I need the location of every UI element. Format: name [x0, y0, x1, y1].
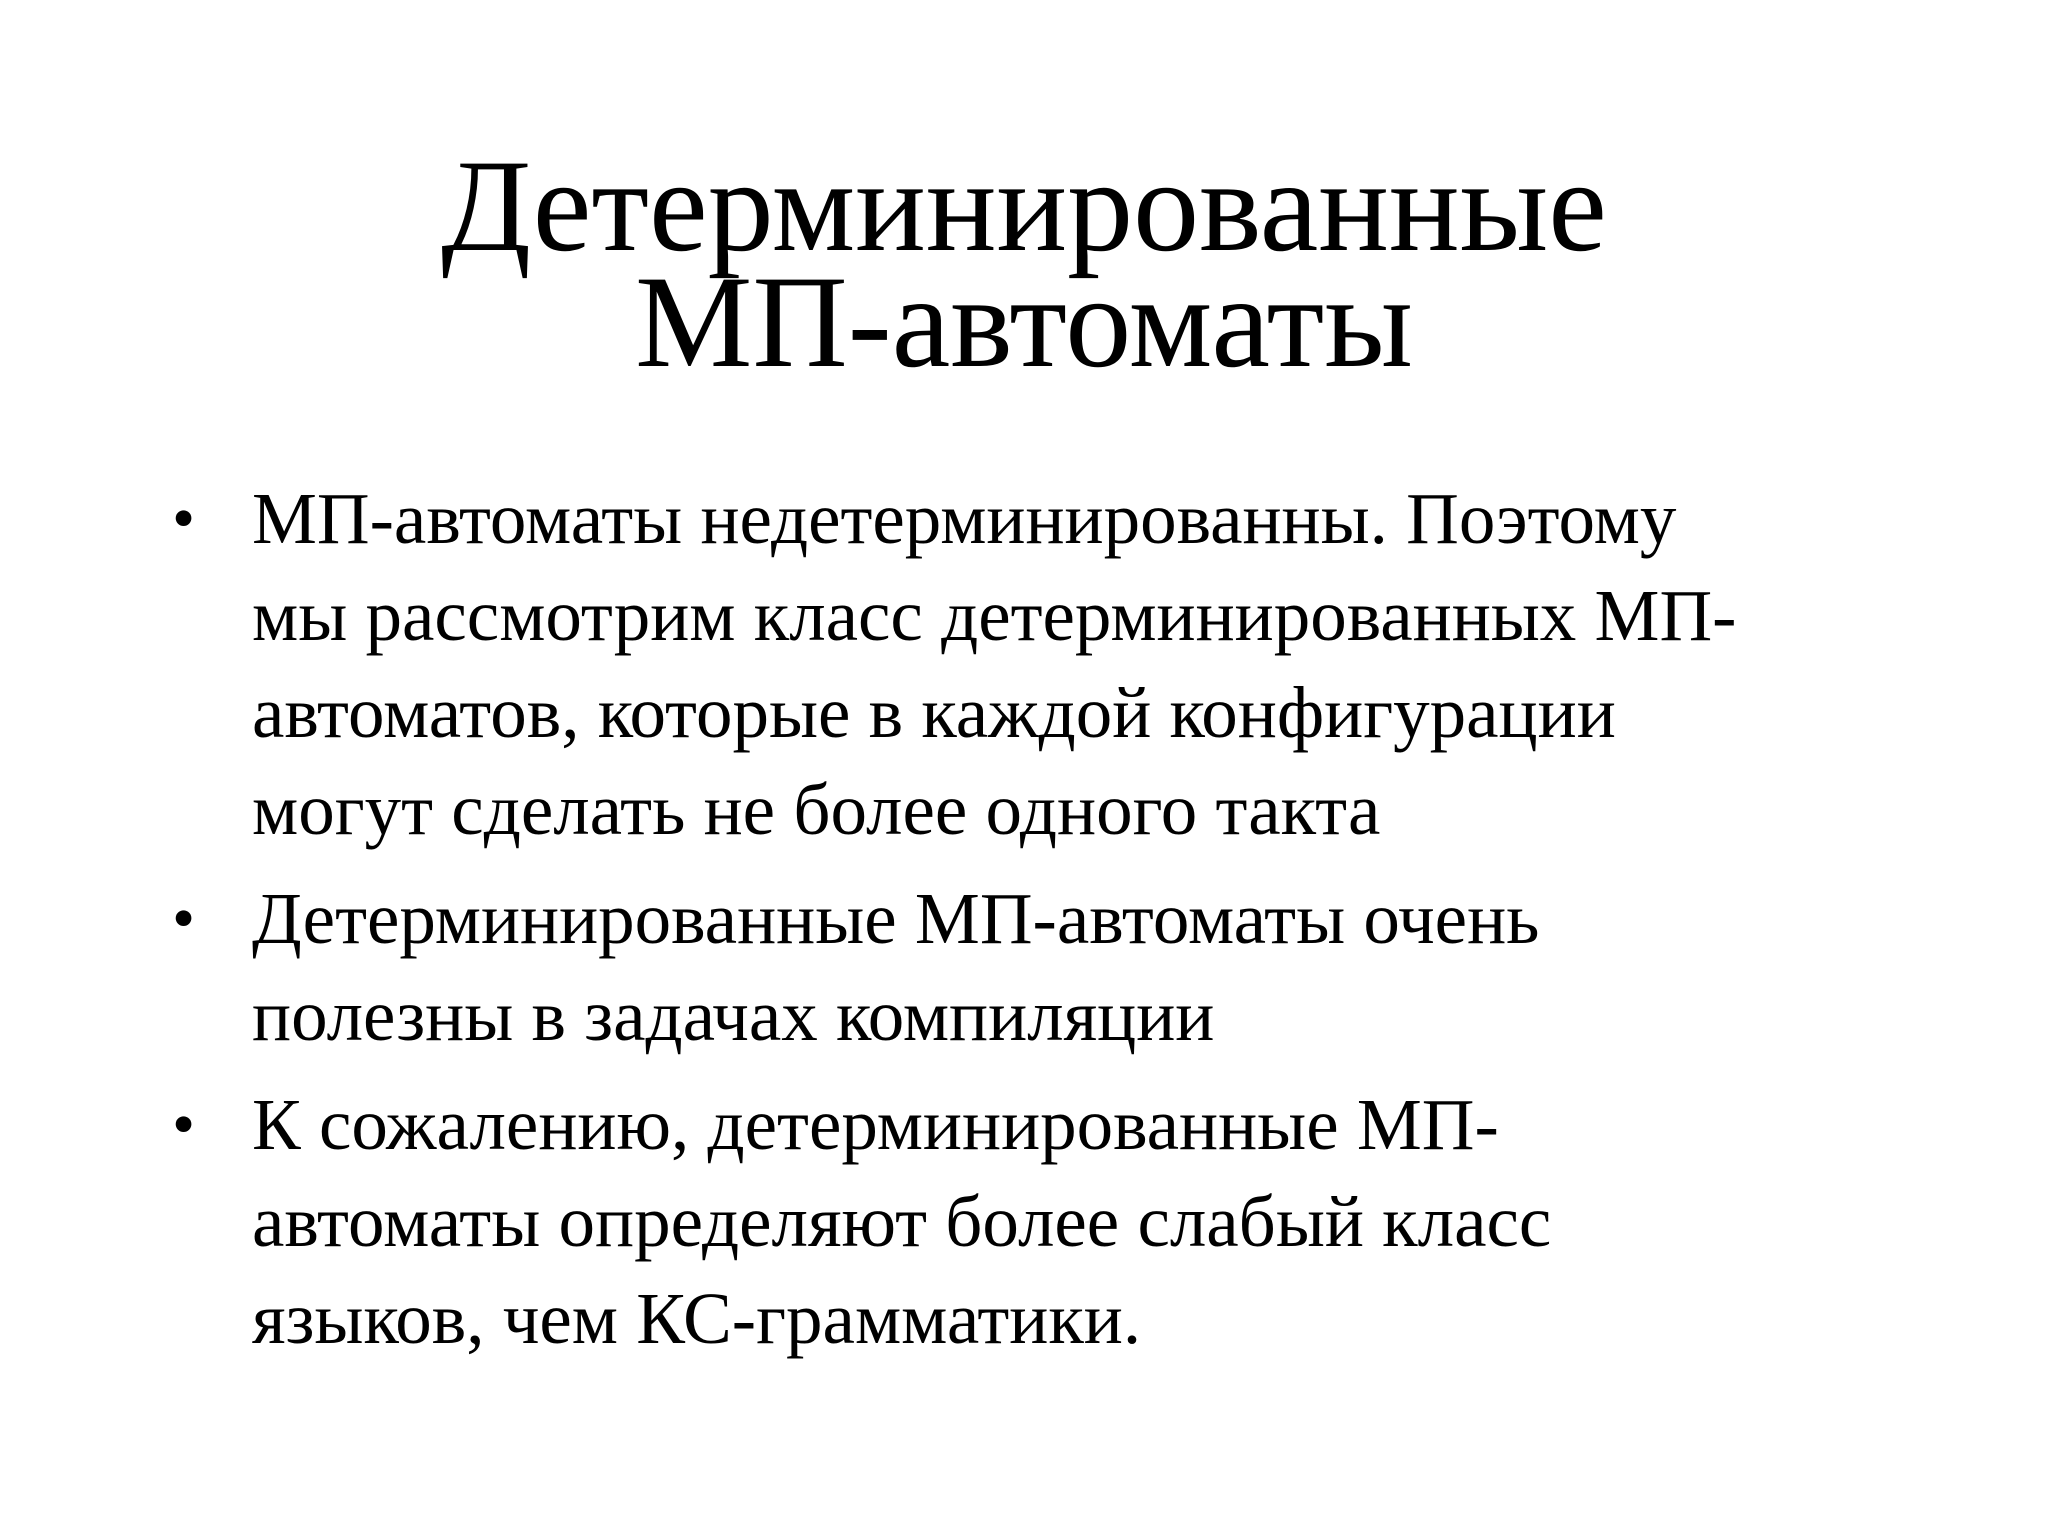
- bullet-text-3: [252, 1076, 1992, 1367]
- bullet-1-line-1: МП-автоматы недетерминированны. Поэтому: [252, 478, 1677, 559]
- bullet-list: [172, 470, 1992, 1379]
- bullet-text-2: [252, 870, 1992, 1064]
- bullet-marker: •: [172, 1088, 196, 1161]
- bullet-item-2: [172, 870, 1992, 1064]
- bullet-1-line-2: мы рассмотрим класс детерминированных МП-: [252, 575, 1737, 656]
- bullet-text-1: [252, 470, 1992, 858]
- bullet-1-line-3: автоматов, которые в каждой конфигурации: [252, 672, 1616, 753]
- slide-title: [0, 132, 2048, 395]
- bullet-1-line-4: могут сделать не более одного такта: [252, 769, 1381, 850]
- bullet-marker: •: [172, 882, 196, 955]
- bullet-2-line-2: полезны в задачах компиляции: [252, 975, 1215, 1056]
- slide-title-line-2: МП-автоматы: [635, 248, 1413, 395]
- bullet-3-line-2: автоматы определяют более слабый класс: [252, 1181, 1552, 1262]
- bullet-3-line-3: языков, чем КС-грамматики.: [252, 1278, 1142, 1359]
- bullet-2-line-1: Детерминированные МП-автоматы очень: [252, 878, 1540, 959]
- bullet-marker: •: [172, 482, 196, 555]
- bullet-item-1: [172, 470, 1992, 858]
- slide-title-line-1: Детерминированные: [441, 132, 1607, 279]
- bullet-item-3: [172, 1076, 1992, 1367]
- bullet-3-line-1: К сожалению, детерминированные МП-: [252, 1084, 1499, 1165]
